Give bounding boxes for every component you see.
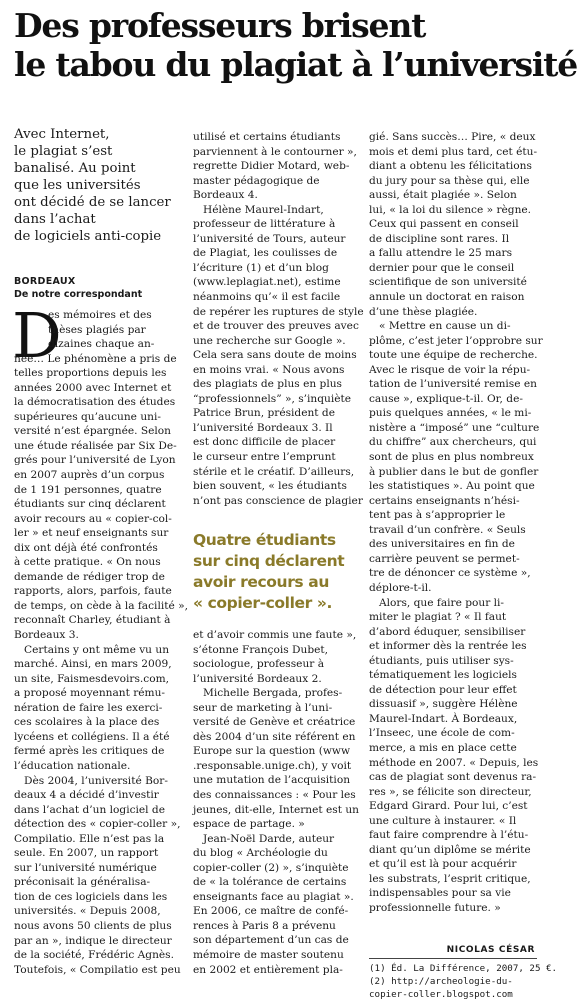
article-line: du chiffre” aux chercheurs, qui bbox=[369, 436, 537, 449]
article-line: l’université de Tours, auteur bbox=[193, 232, 346, 245]
article-line: tre de dénoncer ce système », bbox=[369, 567, 531, 580]
article-line: nération de faire les exerci- bbox=[14, 701, 163, 714]
article-line: une culture à instaurer. « Il bbox=[369, 814, 517, 827]
article-line: rapports, alors, parfois, faute bbox=[14, 585, 172, 598]
article-line: méthode en 2007. « Depuis, les bbox=[369, 756, 539, 769]
article-line: ler » et neuf enseignants sur bbox=[14, 527, 169, 540]
article-line: l’Inseec, une école de com- bbox=[369, 727, 515, 740]
article-line: « Mettre en cause un di- bbox=[379, 320, 511, 333]
article-line: Hélène Maurel-Indart, bbox=[203, 203, 324, 216]
article-line: diant qu’un diplôme se mérite bbox=[369, 843, 531, 856]
article-line: des universitaires en fin de bbox=[369, 538, 515, 551]
article-line: telles proportions depuis les bbox=[14, 367, 167, 380]
article-line: d’une thèse plagiée. bbox=[369, 305, 478, 318]
article-line: de 1 191 personnes, quatre bbox=[14, 483, 162, 496]
article-line: la démocratisation des études bbox=[14, 396, 176, 409]
article-line: Cela sera sans doute de moins bbox=[193, 349, 357, 362]
article-line: a fallu attendre le 25 mars bbox=[369, 247, 513, 260]
article-line: étudiants, puis utiliser sys- bbox=[369, 654, 514, 667]
dateline: BORDEAUX bbox=[14, 276, 76, 287]
article-line: déplore-t-il. bbox=[369, 581, 432, 594]
article-line: dix ont déjà été confrontés bbox=[14, 541, 158, 554]
article-line: et de trouver des preuves avec bbox=[193, 320, 359, 333]
article-line: de la société, Frédéric Agnès. bbox=[14, 949, 174, 962]
footnote-divider bbox=[369, 958, 537, 959]
article-line: nous avons 50 clients de plus bbox=[14, 919, 172, 932]
article-line: lycéens et collégiens. Il a été bbox=[14, 730, 170, 743]
article-line: “professionnels” », s’inquiète bbox=[193, 392, 352, 405]
footnotes bbox=[369, 962, 558, 1001]
headline-line: Des professeurs brisent bbox=[14, 6, 426, 45]
standfirst-line: Avec Internet, bbox=[14, 127, 110, 142]
article-line: tent pas à s’approprier le bbox=[369, 509, 506, 522]
footnote: (2) http://archeologie-du- bbox=[369, 976, 513, 987]
article-line: dans l’achat d’un logiciel de bbox=[14, 803, 165, 816]
article-line: lui, « la loi du silence » règne. bbox=[369, 203, 532, 216]
article-line: jeunes, dit-elle, Internet est un bbox=[193, 803, 359, 816]
article-column-2-top bbox=[193, 130, 363, 508]
pull-quote-line: avoir recours au bbox=[193, 573, 329, 591]
article-line: tation de l’université remise en bbox=[369, 378, 537, 391]
article-line: marché. Ainsi, en mars 2009, bbox=[14, 658, 172, 671]
article-line: supérieures qu’aucune uni- bbox=[14, 410, 161, 423]
article-line: Alors, que faire pour li- bbox=[379, 596, 504, 609]
article-line: universités. « Depuis 2008, bbox=[14, 905, 161, 918]
article-line: d’abord éduquer, sensibiliser bbox=[369, 625, 526, 638]
article-line: seule. En 2007, un rapport bbox=[14, 847, 159, 860]
standfirst bbox=[14, 126, 184, 245]
article-line: de temps, on cède à la facilité », bbox=[14, 599, 188, 612]
article-line: fermé après les critiques de bbox=[14, 745, 165, 758]
article-line: par an », indique le directeur bbox=[14, 934, 172, 947]
article-line: deaux 4 a décidé d’investir bbox=[14, 789, 159, 802]
article-line: Bordeaux 4. bbox=[193, 189, 258, 202]
footnote: (1) Éd. La Différence, 2007, 25 €. bbox=[369, 963, 558, 974]
standfirst-line: le plagiat s’est bbox=[14, 144, 113, 159]
headline bbox=[14, 6, 577, 84]
article-line: dissuasif », suggère Hélène bbox=[369, 698, 518, 711]
standfirst-line: ont décidé de se lancer bbox=[14, 195, 171, 210]
article-line: Jean-Noël Darde, auteur bbox=[203, 832, 335, 845]
article-line: merce, a mis en place cette bbox=[369, 741, 517, 754]
pull-quote-line: sur cinq déclarent bbox=[193, 552, 345, 570]
article-line: mémoire de master soutenu bbox=[193, 949, 344, 962]
standfirst-line: de logiciels anti-copie bbox=[14, 229, 162, 244]
article-line: Ceux qui passent en conseil bbox=[369, 218, 519, 231]
article-line: enseignants face au plagiat ». bbox=[193, 890, 354, 903]
article-line: en moins vrai. « Nous avons bbox=[193, 363, 345, 376]
article-column-1 bbox=[12, 299, 188, 977]
article-line: néanmoins qu’« il est facile bbox=[193, 291, 341, 304]
article-line: plôme, c’est jeter l’opprobre sur bbox=[369, 334, 543, 347]
article-line: rences à Paris 8 a prévenu bbox=[193, 919, 336, 932]
article-line: professionnelle future. » bbox=[369, 901, 501, 914]
article-line: une mutation de l’acquisition bbox=[193, 774, 351, 787]
article-line: dernier pour que le conseil bbox=[369, 261, 515, 274]
article-line: à publier dans le but de gonfler bbox=[369, 465, 539, 478]
headline-line: le tabou du plagiat à l’université bbox=[14, 45, 577, 84]
article-line: aussi, était plagiée ». Selon bbox=[369, 189, 517, 202]
article-line: indispensables pour sa vie bbox=[369, 887, 511, 900]
article-line: es mémoires et des bbox=[48, 309, 152, 321]
article-line: seur de marketing à l’uni- bbox=[193, 701, 333, 714]
article-line: l’université Bordeaux 2. bbox=[193, 672, 322, 685]
article-line: Certains y ont même vu un bbox=[24, 643, 170, 656]
article-line: le curseur entre l’emprunt bbox=[193, 451, 336, 464]
article-line: versité de Genève et créatrice bbox=[193, 716, 356, 729]
article-line: tématiquement les logiciels bbox=[369, 669, 517, 682]
article-line: en 2007 auprès d’un corpus bbox=[14, 469, 165, 482]
pull-quote-line: « copier-coller ». bbox=[193, 594, 332, 612]
article-line: sur l’université numérique bbox=[14, 861, 157, 874]
footnote: copier-coller.blogspot.com bbox=[369, 989, 513, 1000]
article-line: Compilatio. Elle n’est pas la bbox=[14, 832, 165, 845]
article-line: demande de rédiger trop de bbox=[14, 570, 165, 583]
author-signature: NICOLAS CÉSAR bbox=[446, 945, 535, 955]
article-line: Europe sur la question (www bbox=[193, 745, 351, 758]
article-line: mois et demi plus tard, cet étu- bbox=[369, 145, 538, 158]
article-line: du blog « Archéologie du bbox=[193, 847, 328, 860]
article-line: du jury pour sa thèse qui, elle bbox=[369, 174, 530, 187]
article-line: un site, Faismesdevoirs.com, bbox=[14, 672, 170, 685]
article-line: En 2006, ce maître de confé- bbox=[193, 905, 349, 918]
article-line: puis quelques années, « le mi- bbox=[369, 407, 532, 420]
article-line: dizaines chaque an- bbox=[48, 338, 155, 351]
article-line: n’ont pas conscience de plagier bbox=[193, 494, 363, 507]
article-line: et informer dès la rentrée les bbox=[369, 640, 527, 653]
article-line: utilisé et certains étudiants bbox=[193, 131, 341, 143]
article-line: cas de plagiat sont devenus ra- bbox=[369, 771, 537, 784]
article-line: faut faire comprendre à l’étu- bbox=[369, 829, 529, 842]
standfirst-line: banalisé. Au point bbox=[14, 161, 136, 176]
article-line: les statistiques ». Au point que bbox=[369, 480, 535, 493]
article-line: une recherche sur Google ». bbox=[193, 334, 346, 347]
article-line: avoir recours au « copier-col- bbox=[14, 512, 172, 525]
article-column-3 bbox=[369, 130, 543, 916]
article-line: détection des « copier-coller », bbox=[14, 818, 181, 831]
article-line: copier-coller (2) », s’inquiète bbox=[193, 861, 349, 874]
article-line: Michelle Bergada, profes- bbox=[203, 687, 343, 700]
article-line: .responsable.unige.ch), y voit bbox=[193, 759, 352, 772]
article-line: res », se félicite son directeur, bbox=[369, 785, 532, 798]
article-line: parviennent à le contourner », bbox=[193, 145, 357, 158]
article-line: Patrice Brun, président de bbox=[193, 407, 335, 420]
article-line: Dès 2004, l’université Bor- bbox=[24, 774, 168, 787]
article-line: de repérer les ruptures de style bbox=[193, 305, 364, 318]
article-line: (www.leplagiat.net), estime bbox=[193, 276, 341, 289]
article-line: cause », explique-t-il. Or, de- bbox=[369, 392, 523, 405]
article-line: et d’avoir commis une faute », bbox=[193, 629, 357, 641]
article-line: regrette Didier Motard, web- bbox=[193, 160, 350, 173]
article-line: tion de ces logiciels dans les bbox=[14, 890, 168, 903]
article-line: a proposé moyennant rému- bbox=[14, 687, 166, 700]
byline: De notre correspondant bbox=[14, 289, 143, 300]
article-line: s’étonne François Dubet, bbox=[193, 643, 329, 656]
article-line: son département d’un cas de bbox=[193, 934, 349, 947]
standfirst-line: dans l’achat bbox=[14, 212, 96, 227]
article-line: reconnaît Charley, étudiant à bbox=[14, 614, 171, 627]
article-line: l’écriture (1) et d’un blog bbox=[193, 261, 329, 274]
article-line: stérile et le créatif. D’ailleurs, bbox=[193, 465, 355, 478]
article-line: une étude réalisée par Six De- bbox=[14, 439, 177, 452]
article-line: née… Le phénomène a pris de bbox=[14, 352, 177, 365]
article-line: l’université Bordeaux 3. Il bbox=[193, 421, 333, 434]
article-line: les substrats, l’esprit critique, bbox=[369, 872, 531, 885]
article-line: de « la tolérance de certains bbox=[193, 876, 347, 889]
article-line: bien souvent, « les étudiants bbox=[193, 480, 347, 493]
article-line: Bordeaux 3. bbox=[14, 629, 79, 642]
article-line: de détection pour leur effet bbox=[369, 683, 517, 696]
article-line: espace de partage. » bbox=[193, 818, 305, 831]
article-line: master pédagogique de bbox=[193, 174, 320, 187]
article-column-2-bottom bbox=[193, 628, 363, 977]
article-line: grés pour l’université de Lyon bbox=[14, 454, 176, 467]
article-line: à cette pratique. « On nous bbox=[14, 556, 161, 569]
article-line: préconisait la généralisa- bbox=[14, 876, 151, 889]
article-line: travail d’un confrère. « Seuls bbox=[369, 523, 526, 536]
article-line: Avec le risque de voir la répu- bbox=[369, 363, 531, 376]
article-line: gié. Sans succès… Pire, « deux bbox=[369, 131, 536, 143]
article-line: miter le plagiat ? « Il faut bbox=[369, 611, 507, 624]
article-line: annule un doctorat en raison bbox=[369, 291, 525, 304]
article-line: de Plagiat, les coulisses de bbox=[193, 247, 338, 260]
article-line: nistère a “imposé” une “culture bbox=[369, 421, 540, 434]
article-line: toute une équipe de recherche. bbox=[369, 349, 538, 362]
pull-quote-line: Quatre étudiants bbox=[193, 531, 336, 549]
article-line: sont de plus en plus nombreux bbox=[369, 451, 534, 464]
article-line: l’éducation nationale. bbox=[14, 759, 131, 772]
article-line: Toutefois, « Compilatio est peu bbox=[14, 963, 181, 976]
article-line: scientifique de son université bbox=[369, 276, 527, 289]
article-line: dès 2004 d’un site référent en bbox=[193, 730, 356, 743]
article-line: carrière peuvent se permet- bbox=[369, 552, 520, 565]
pull-quote bbox=[193, 530, 363, 614]
article-line: étudiants sur cinq déclarent bbox=[14, 498, 166, 511]
article-line: thèses plagiés par bbox=[48, 323, 146, 336]
article-line: Edgard Girard. Pour lui, c’est bbox=[369, 800, 528, 813]
article-line: de discipline sont rares. Il bbox=[369, 232, 510, 245]
article-line: années 2000 avec Internet et bbox=[14, 381, 172, 394]
standfirst-line: que les universités bbox=[14, 178, 141, 193]
article-line: ces scolaires à la place des bbox=[14, 716, 160, 729]
article-line: est donc difficile de placer bbox=[193, 436, 336, 449]
article-line: et qu’il est là pour acquérir bbox=[369, 858, 517, 871]
article-line: en 2002 et entièrement pla- bbox=[193, 963, 343, 976]
article-line: des connaissances : « Pour les bbox=[193, 789, 356, 802]
article-line: professeur de littérature à bbox=[193, 218, 336, 231]
article-line: versité n’est épargnée. Selon bbox=[14, 425, 171, 438]
article-line: des plagiats de plus en plus bbox=[193, 378, 342, 391]
article-line: Maurel-Indart. À Bordeaux, bbox=[369, 712, 518, 725]
article-line: sociologue, professeur à bbox=[193, 658, 325, 671]
article-line: diant a obtenu les félicitations bbox=[369, 160, 532, 173]
drop-cap: D bbox=[12, 299, 62, 372]
article-line: certains enseignants n’hési- bbox=[369, 494, 520, 507]
